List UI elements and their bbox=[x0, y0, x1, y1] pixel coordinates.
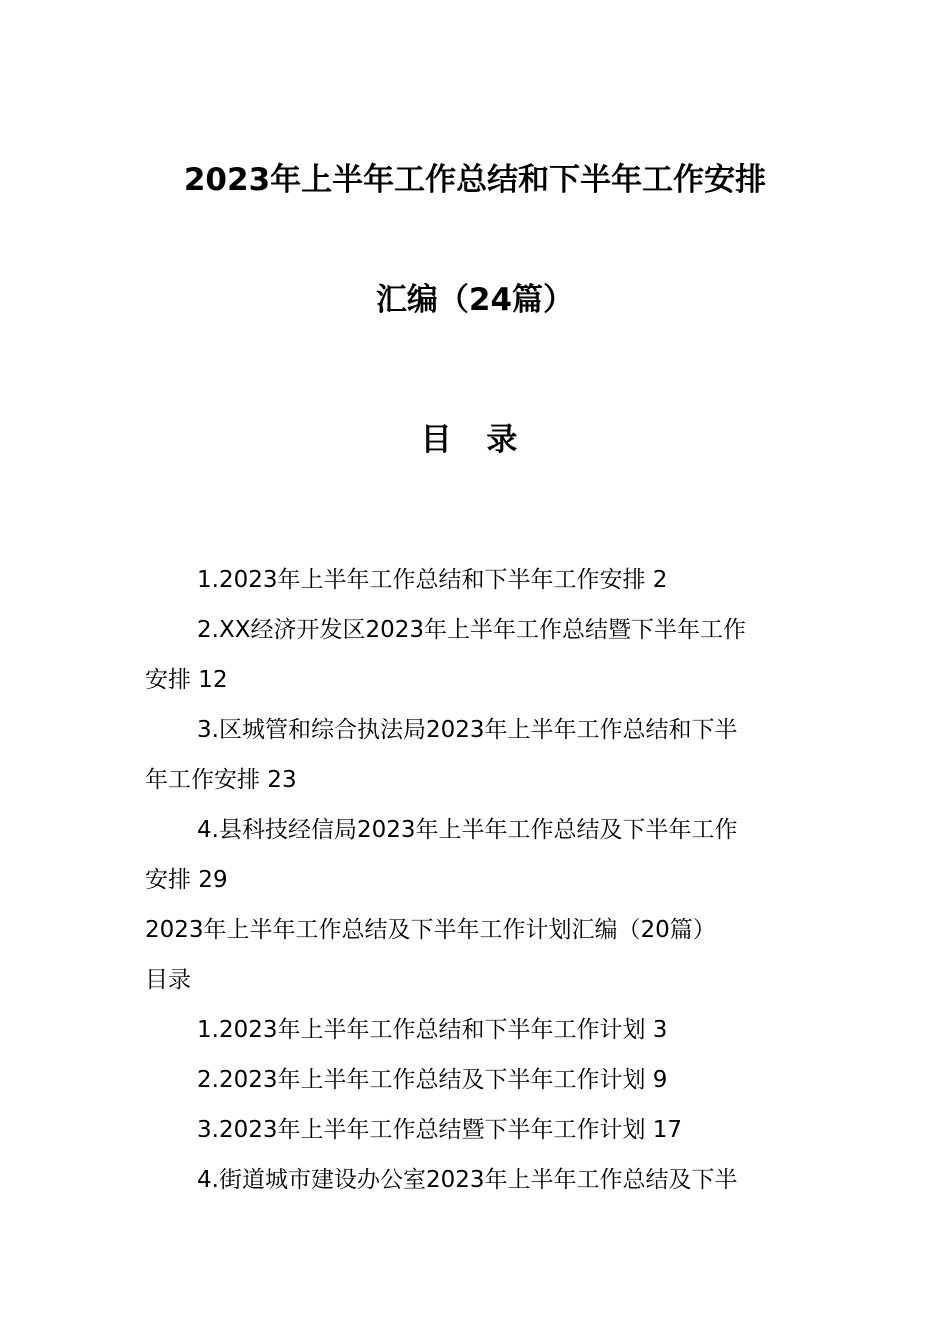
document-title-line-2: 汇编（24篇） bbox=[375, 282, 575, 318]
toc-entry: 3.区城管和综合执法局2023年上半年工作总结和下半 bbox=[197, 717, 738, 743]
toc-entry: 1.2023年上半年工作总结和下半年工作计划 3 bbox=[197, 1017, 668, 1043]
toc-heading: 目 录 bbox=[420, 422, 530, 458]
toc-entry-continuation: 年工作安排 23 bbox=[145, 767, 297, 793]
toc-entry: 4.街道城市建设办公室2023年上半年工作总结及下半 bbox=[197, 1167, 738, 1193]
sub-collection-title: 2023年上半年工作总结及下半年工作计划汇编（20篇） bbox=[145, 917, 716, 943]
toc-entry: 3.2023年上半年工作总结暨下半年工作计划 17 bbox=[197, 1117, 683, 1143]
toc-entry: 4.县科技经信局2023年上半年工作总结及下半年工作 bbox=[197, 817, 738, 843]
toc-entry: 2.XX经济开发区2023年上半年工作总结暨下半年工作 bbox=[197, 617, 746, 643]
table-of-contents bbox=[145, 555, 810, 1205]
sub-collection-toc-heading: 目录 bbox=[145, 967, 191, 993]
toc-entry-continuation: 安排 12 bbox=[145, 667, 228, 693]
toc-entry: 2.2023年上半年工作总结及下半年工作计划 9 bbox=[197, 1067, 668, 1093]
document-title-line-1: 2023年上半年工作总结和下半年工作安排 bbox=[183, 162, 767, 198]
toc-entry: 1.2023年上半年工作总结和下半年工作安排 2 bbox=[197, 567, 668, 593]
toc-entry-continuation: 安排 29 bbox=[145, 867, 228, 893]
